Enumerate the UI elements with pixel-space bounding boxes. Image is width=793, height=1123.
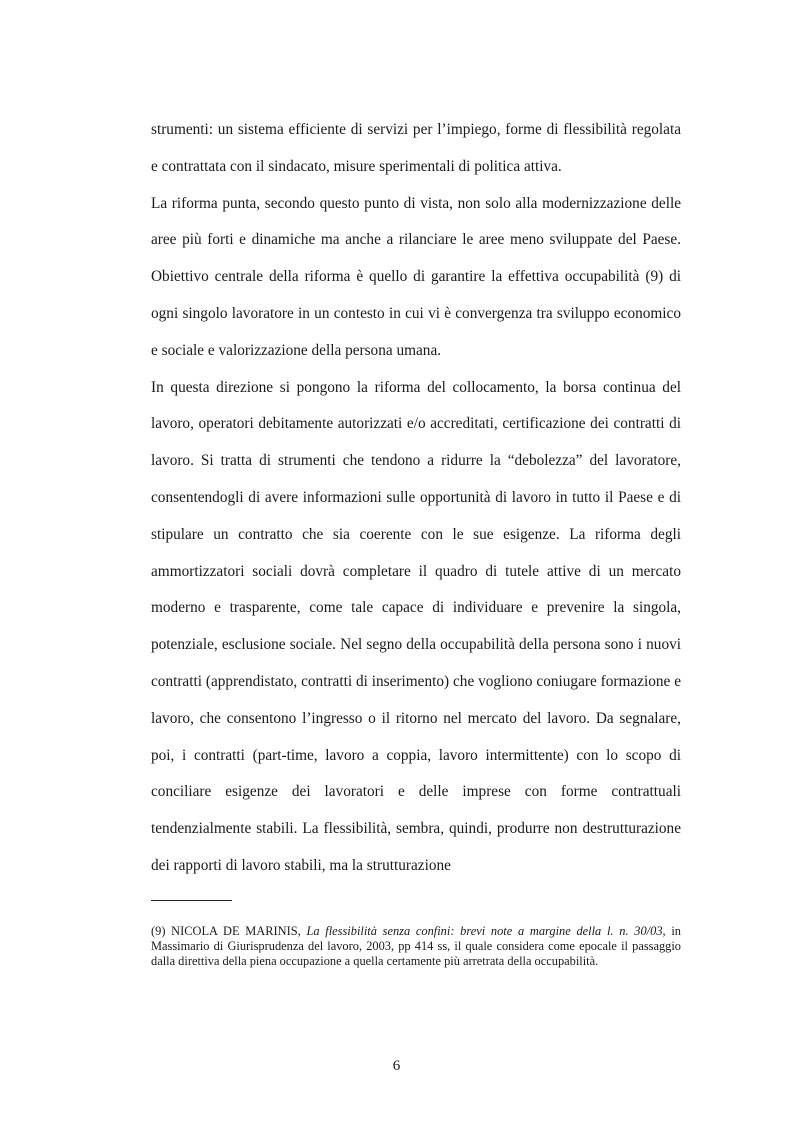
- paragraph-2: La riforma punta, secondo questo punto di vista, non solo alla modernizzazione delle aree più forti e dinamiche ma anche a rilanciare le aree meno sviluppate del Paese. Obiettivo centrale della riforma è quello di garantire la effettiva occupabilità (9) di ogni singolo lavoratore in un contesto in cui vi è convergenza tra sviluppo economico e sociale e valorizzazione della persona umana.: [151, 194, 681, 359]
- footnote-separator: [151, 900, 232, 901]
- paragraph-1: strumenti: un sistema efficiente di servizi per l’impiego, forme di flessibilità regolata e contrattata con il sindacato, misure sperimentali di politica attiva.: [151, 121, 681, 175]
- page-number: 6: [392, 1058, 401, 1074]
- footnote-cited-title: La flessibilità senza confini: brevi note a margine della l. n. 30/03,: [306, 924, 666, 938]
- footnote-citation-text: in Massimario di Giurisprudenza del lavoro, 2003, pp 414 ss, il quale considera come epocale il passaggio dalla direttiva della piena occupazione a quella certamente più arretrata della occupabilità.: [151, 924, 681, 968]
- paragraph-3: In questa direzione si pongono la riforma del collocamento, la borsa continua del lavoro, operatori debitamente autorizzati e/o accreditati, certificazione dei contratti di lavoro. Si tratta di strumenti che tendono a ridurre la “debolezza” del lavoratore, consentendogli di avere informazioni sulle opportunità di lavoro in tutto il Paese e di stipulare un contratto che sia coerente con le sue esigenze. La riforma degli ammortizzatori sociali dovrà completare il quadro di tutele attive di un mercato moderno e trasparente, come tale capace di individuare e prevenire la singola, potenziale, esclusione sociale. Nel segno della occupabilità della persona sono i nuovi contratti (apprendistato, contratti di inserimento) che vogliono coniugare formazione e lavoro, che consentono l’ingresso o il ritorno nel mercato del lavoro. Da segnalare, poi, i contratti (part-time, lavoro a coppia, lavoro intermittente) con lo scopo di conciliare esigenze dei lavoratori e delle imprese con forme contrattuali tendenzialmente stabili. La flessibilità, sembra, quindi, produrre non destrutturazione dei rapporti di lavoro stabili, ma la strutturazione: [151, 378, 681, 874]
- footnote-marker: (9) NICOLA DE MARINIS,: [151, 924, 301, 938]
- footnote: [151, 924, 681, 969]
- body-text: [151, 112, 681, 885]
